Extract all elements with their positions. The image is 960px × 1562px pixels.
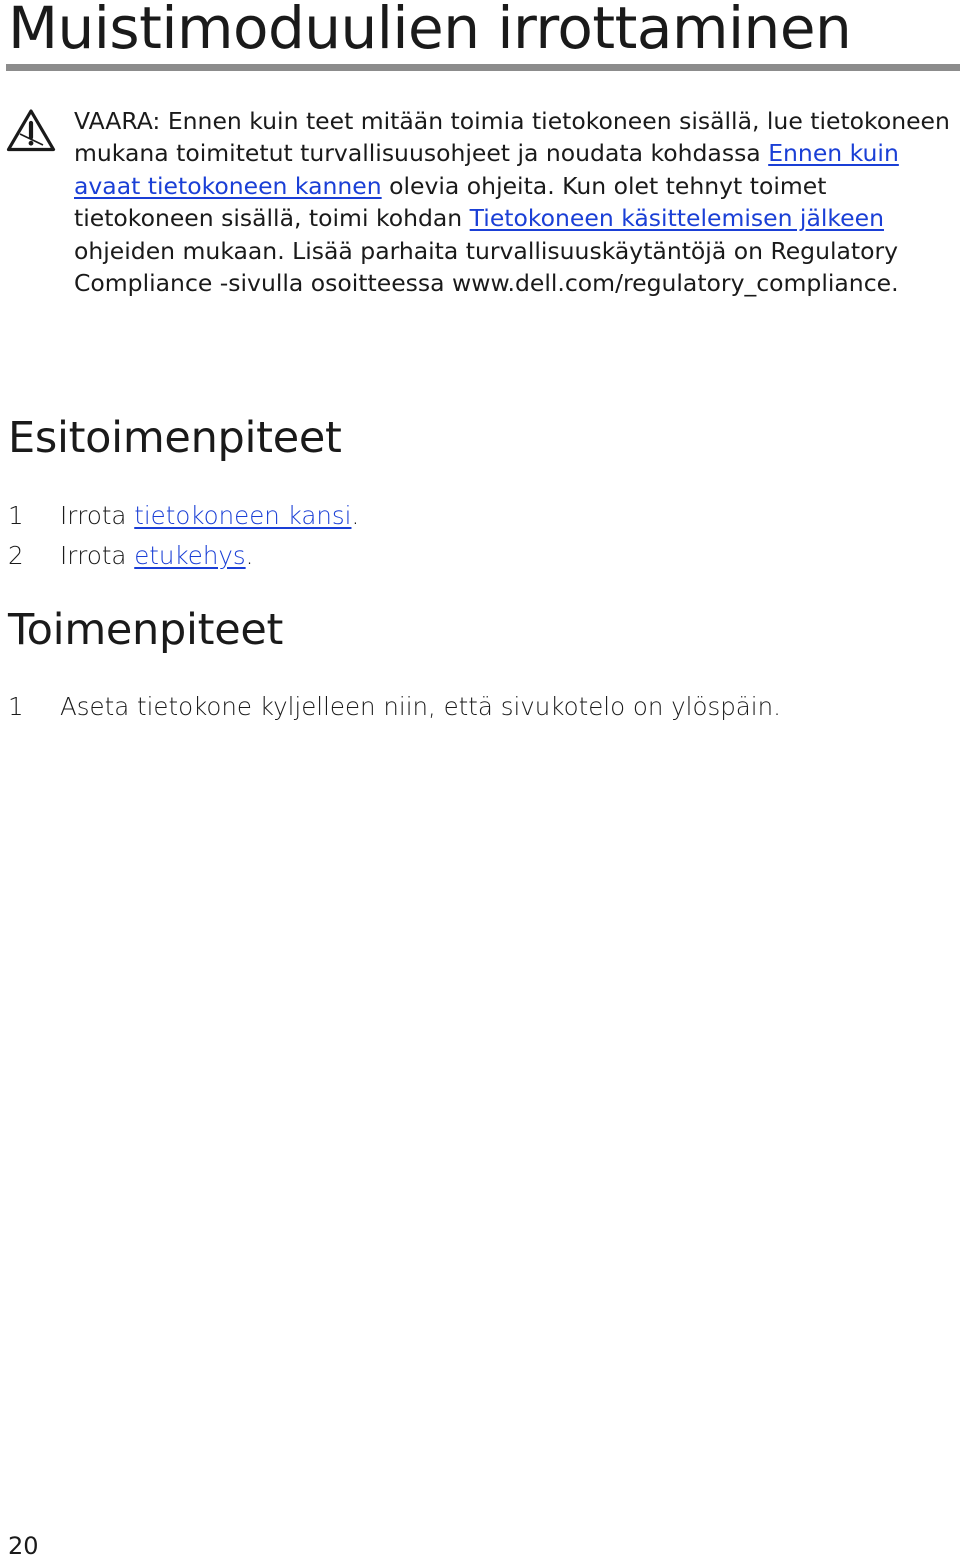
procedure-step: [8, 691, 948, 723]
step-number: 1: [8, 501, 24, 530]
link-computer-cover[interactable]: tietokoneen kansi: [134, 501, 352, 530]
warning-label: VAARA:: [74, 107, 161, 135]
title-divider: [6, 64, 960, 71]
step-text: Irrota: [60, 541, 135, 570]
page-title: Muistimoduulien irrottaminen: [8, 0, 852, 62]
link-front-bezel[interactable]: etukehys: [134, 541, 246, 570]
step-number: 1: [8, 692, 24, 721]
step-number: 2: [8, 541, 24, 570]
warning-text-part: olevia ohjeita. Kun olet tehnyt toimet tietokoneen sisällä, toimi kohdan: [74, 171, 827, 233]
prerequisites-heading: Esitoimenpiteet: [8, 413, 342, 463]
step-text: Aseta tietokone kyljelleen niin, että sivukotelo on ylöspäin.: [60, 692, 781, 721]
link-before-working-inside[interactable]: Ennen kuin avaat tietokoneen kannen: [74, 139, 899, 200]
step-suffix: .: [351, 501, 360, 530]
warning-text-part: ohjeiden mukaan. Lisää parhaita turvallisuuskäytäntöjä on Regulatory Compliance -sivulla osoitteessa www.dell.com/regulatory_compliance.: [74, 236, 899, 298]
link-after-working-inside[interactable]: Tietokoneen käsittelemisen jälkeen: [469, 204, 884, 233]
procedure-heading: Toimenpiteet: [8, 605, 284, 655]
step-suffix: .: [245, 541, 254, 570]
page-number: 20: [8, 1532, 39, 1560]
prerequisite-step: [8, 540, 948, 572]
step-text: Irrota: [60, 501, 135, 530]
warning-note: [74, 105, 954, 299]
warning-text-part: Ennen kuin teet mitään toimia tietokoneen sisällä, lue tietokoneen mukana toimitetut turvallisuusohjeet ja noudata kohdassa: [74, 107, 950, 168]
warning-triangle-icon: [6, 108, 56, 152]
prerequisite-step: [8, 500, 948, 532]
